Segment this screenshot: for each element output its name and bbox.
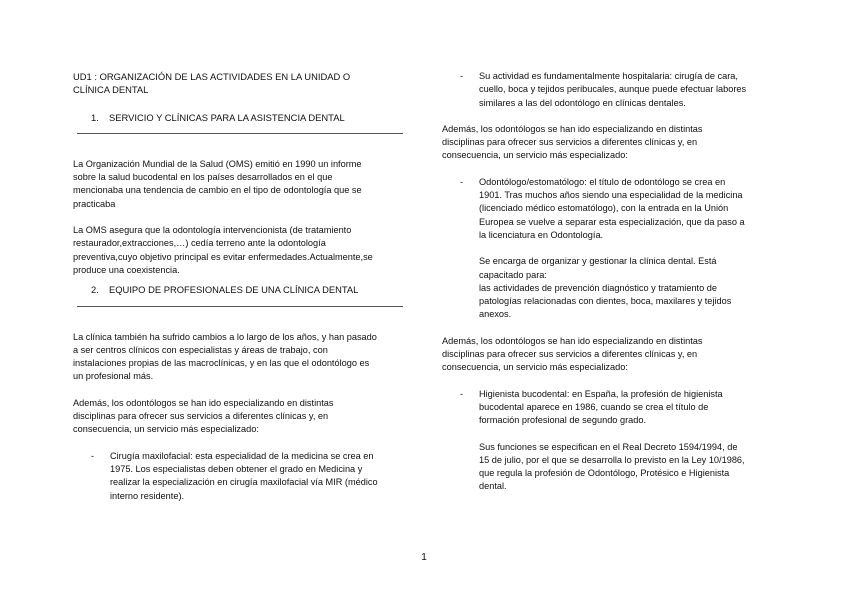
bullet-dash: - (460, 388, 464, 399)
text-line: Sus funciones se especifican en el Real Decreto 1594/1994, de (479, 441, 738, 452)
text-line: formación profesional de segundo grado. (479, 415, 647, 426)
bullet-dash: - (460, 176, 464, 187)
title-line: CLÍNICA DENTAL (73, 84, 149, 96)
text-line: capacitado para: (479, 269, 547, 280)
document-title (73, 70, 409, 97)
page-number: 1 (421, 552, 427, 563)
text-line: Además, los odontólogos se han ido especializando en distintas (73, 397, 334, 408)
text-line: Cirugía maxilofacial: esta especialidad de la medicina se crea en (110, 450, 374, 461)
text-line: un profesional más. (73, 371, 154, 382)
section-heading-1 (91, 111, 409, 124)
bullet-dash: - (91, 450, 95, 461)
text-line: preventiva,cuyo objetivo principal es evitar enfermedades.Actualmente,se (73, 251, 373, 262)
text-line: consecuencia, un servicio más especializado: (73, 424, 259, 435)
paragraph-oms-report (73, 158, 409, 211)
list-item-maxillofacial-surgery (91, 450, 409, 503)
section-title: EQUIPO DE PROFESIONALES DE UNA CLÍNICA DENTAL (109, 284, 359, 296)
paragraph-specialization (442, 335, 778, 375)
text-line: mencionaba una tendencia de cambio en el tipo de odontología que se (73, 185, 362, 196)
title-line: UD1 : ORGANIZACIÓN DE LAS ACTIVIDADES EN LA UNIDAD O (73, 71, 351, 82)
text-line: practicaba (73, 198, 116, 209)
right-column (442, 70, 778, 494)
text-line: produce una coexistencia. (73, 264, 180, 275)
bullet-dash: - (460, 71, 464, 81)
text-line: disciplinas para ofrecer sus servicios a diferentes clínicas y, en (73, 411, 329, 422)
text-line: interno residente). (110, 490, 185, 501)
text-line: 1901. Tras muchos años siendo una especialidad de la medicina (479, 190, 743, 201)
text-line: similares a las del odontólogo en clínicas dentales. (479, 97, 686, 108)
text-line: instalaciones propias de las macroclínicas, y en las que el odontólogo es (73, 358, 370, 369)
text-line: disciplinas para ofrecer sus servicios a diferentes clínicas y, en (442, 137, 698, 148)
paragraph-clinic-changes (73, 331, 409, 384)
text-line: consecuencia, un servicio más especializado: (442, 362, 628, 373)
text-line: Además, los odontólogos se han ido especializando en distintas (442, 335, 703, 346)
list-item-hospital-activity (460, 70, 778, 110)
section-number: 2. (91, 284, 99, 296)
text-line: Europea se vuelve a separar esta especialización, que da paso a (479, 216, 745, 227)
text-line: realizar la especialización en cirugía maxilofacial vía MIR (médico (110, 477, 378, 488)
text-line: Higienista bucodental: en España, la profesión de higienista (479, 388, 723, 399)
text-line: cuello, boca y tejidos peribucales, aunque puede efectuar labores (479, 84, 747, 95)
text-line: La Organización Mundial de la Salud (OMS) emitió en 1990 un informe (73, 158, 362, 169)
list-item-odontologist (460, 176, 778, 242)
text-line: patologías relacionadas con dientes, boca, maxilares y tejidos (479, 296, 732, 307)
text-line: las actividades de prevención diagnóstico y tratamiento de (479, 282, 717, 293)
text-line: 15 de julio, por el que se desarrolla lo previsto en la Ley 10/1986, (479, 454, 745, 465)
text-line: restaurador,extracciones,…) cedía terreno ante la odontología (73, 238, 326, 249)
left-column (73, 70, 409, 503)
section-title: SERVICIO Y CLÍNICAS PARA LA ASISTENCIA DENTAL (109, 111, 345, 123)
text-line: Se encarga de organizar y gestionar la clínica dental. Está (479, 256, 717, 267)
text-line: disciplinas para ofrecer sus servicios a diferentes clínicas y, en (442, 349, 698, 360)
text-line: 1975. Los especialistas deben obtener el grado en Medicina y (110, 463, 363, 474)
text-line: La OMS asegura que la odontología intervencionista (de tratamiento (73, 225, 352, 236)
paragraph-specialization (442, 123, 778, 163)
paragraph-oms-odontology (73, 224, 409, 277)
paragraph-odontologist-duties (479, 255, 778, 321)
text-line: dental. (479, 481, 507, 492)
paragraph-hygienist-functions (479, 441, 778, 494)
section-heading-2 (91, 283, 409, 296)
text-line: anexos. (479, 309, 512, 320)
text-line: que regula la profesión de Odontólogo, Protésico e Higienista (479, 468, 730, 479)
text-line: sobre la salud bucodental en los países desarrollados en el que (73, 172, 333, 183)
text-line: Odontólogo/estomatólogo: el título de odontólogo se crea en (479, 176, 726, 187)
text-line: La clínica también ha sufrido cambios a lo largo de los años, y han pasado (73, 331, 377, 342)
paragraph-specialization (73, 397, 409, 437)
text-line: consecuencia, un servicio más especializado: (442, 150, 628, 161)
text-line: bucodental aparece en 1986, cuando se crea el título de (479, 401, 709, 412)
list-item-dental-hygienist (460, 388, 778, 428)
text-line: la licenciatura en Odontología. (479, 229, 604, 240)
text-line: a ser centros clínicos con especialistas y áreas de trabajo, con (73, 344, 328, 355)
section-number: 1. (91, 111, 99, 123)
text-line: (licenciado médico estomatólogo), con la entrada en la Unión (479, 203, 729, 214)
text-line: Además, los odontólogos se han ido especializando en distintas (442, 123, 703, 134)
text-line: Su actividad es fundamentalmente hospitalaria: cirugía de cara, (479, 71, 738, 81)
section-divider (77, 133, 403, 134)
section-divider (77, 306, 403, 307)
